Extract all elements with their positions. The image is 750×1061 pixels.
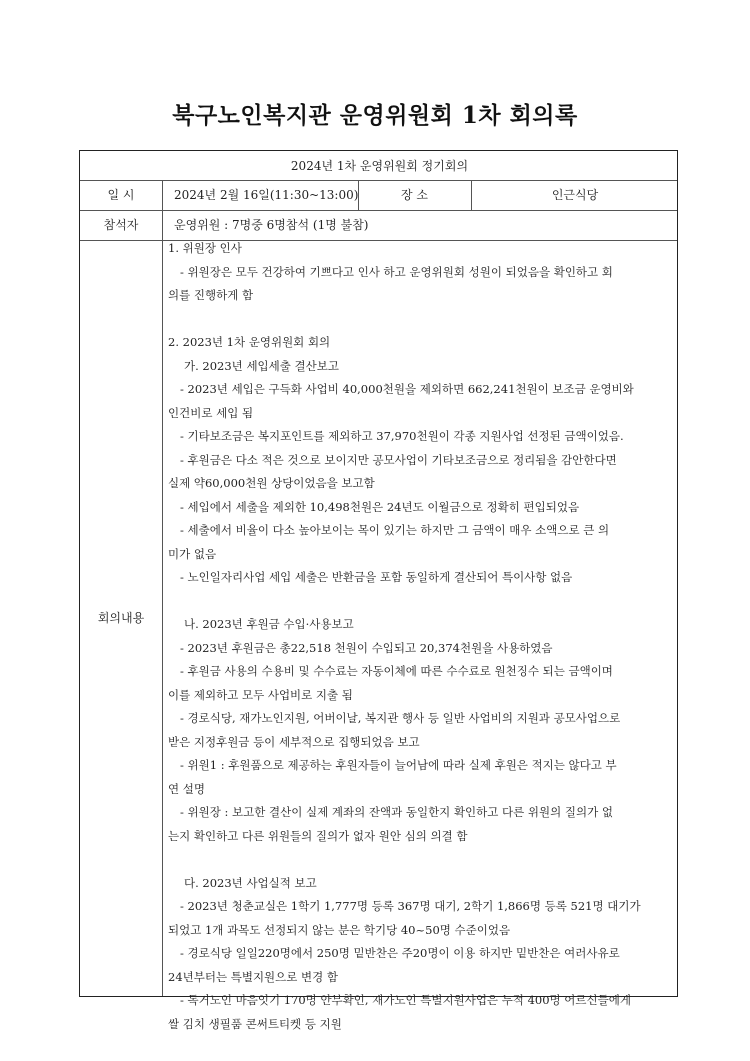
content-line: - 기타보조금은 복지포인트를 제외하고 37,970천원이 각종 지원사업 선정된 금액이었음. [180,429,624,443]
content-line: 미가 없음 [168,546,217,561]
meeting-header: 2024년 1차 운영위원회 정기회의 [290,159,469,173]
content-line: - 후원금은 다소 적은 것으로 보이지만 공모사업이 기타보조금으로 정리됨을 감안한다면 [180,452,617,467]
content-line: 24년부터는 특별지원으로 변경 함 [168,969,339,984]
content-line: - 독거노인 마음잇기 170명 안부확인, 재가노인 특별지원사업은 누적 400명 어르신들에게 [180,993,631,1007]
content-line: 의를 진행하게 함 [168,288,254,302]
minutes-table [79,150,678,1031]
content-line: 쌀 김치 생필품 콘써트티켓 등 지원 [168,1016,342,1031]
content-line: - 세입에서 세출을 제외한 10,498천원은 24년도 이월금으로 정확히 편입되었음 [180,499,580,514]
content-line: - 위원장은 모두 건강하여 기쁘다고 인사 하고 운영위원회 성원이 되었음을 확인하고 회 [180,264,613,279]
content-line: 연 설명 [168,781,205,796]
document-title: 북구노인복지관 운영위원회 1차 회의록 [172,102,578,129]
content-line: - 세출에서 비율이 다소 높아보이는 목이 있기는 하지만 그 금액이 매우 소액으로 큰 의 [180,523,610,537]
attendees-value: 운영위원 : 7명중 6명참석 (1명 불참) [174,218,369,232]
content-line: 이를 제외하고 모두 사업비로 지출 됨 [168,687,353,702]
place-value: 인근식당 [551,188,599,202]
content-line: 나. 2023년 후원금 수입·사용보고 [184,617,354,631]
content-line: 는지 확인하고 다른 위원들의 질의가 없자 원안 심의 의결 함 [168,828,468,843]
content-line: - 2023년 후원금은 총22,518 천원이 수입되고 20,374천원을 사용하였음 [180,640,553,655]
content-label: 회의내용 [97,611,145,625]
content-line: 받은 지정후원금 등이 세부적으로 집행되었음 보고 [168,734,420,749]
divider [80,210,677,211]
content-line: - 위원장 : 보고한 결산이 실제 계좌의 잔액과 동일한지 확인하고 다른 위원의 질의가 없 [180,805,613,819]
content-line: 실제 약60,000천원 상당이었음을 보고함 [168,476,375,490]
content-line: - 2023년 세입은 구득화 사업비 40,000천원을 제외하면 662,241천원이 보조금 운영비와 [180,382,634,396]
divider [162,180,163,996]
content-line: 2. 2023년 1차 운영위원회 회의 [168,335,331,349]
content-line: - 노인일자리사업 세입 세출은 반환금을 포함 동일하게 결산되어 특이사항 없음 [180,570,573,584]
date-label: 일 시 [107,188,135,202]
content-line: 1. 위원장 인사 [168,241,242,255]
content-line: - 경로식당 일일220명에서 250명 밑반찬은 주20명이 이용 하지만 밑반찬은 여러사유로 [180,946,620,960]
content-line: - 후원금 사용의 수용비 및 수수료는 자동이체에 따른 수수료로 원천징수 되는 금액이며 [180,664,613,678]
divider [80,180,677,181]
content-line: 다. 2023년 사업실적 보고 [184,875,317,890]
date-value: 2024년 2월 16일(11:30~13:00) [174,188,359,202]
content-line: - 2023년 청춘교실은 1학기 1,777명 등록 367명 대기, 2학기 1,866명 등록 521명 대기가 [180,899,641,913]
attendees-label: 참석자 [103,218,139,232]
content-line: 되었고 1개 과목도 선정되지 않는 분은 학기당 40~50명 수준이었음 [168,922,511,937]
content-line: - 위원1 : 후원품으로 제공하는 후원자들이 늘어남에 따라 실제 후원은 적지는 않다고 부 [180,758,617,772]
content-line: - 경로식당, 재가노인지원, 어버이날, 복지관 행사 등 일반 사업비의 지원과 공모사업으로 [180,711,621,725]
place-label: 장 소 [401,188,428,202]
content-line: 가. 2023년 세입세출 결산보고 [184,358,339,373]
content-line: 인건비로 세입 됨 [168,405,254,420]
